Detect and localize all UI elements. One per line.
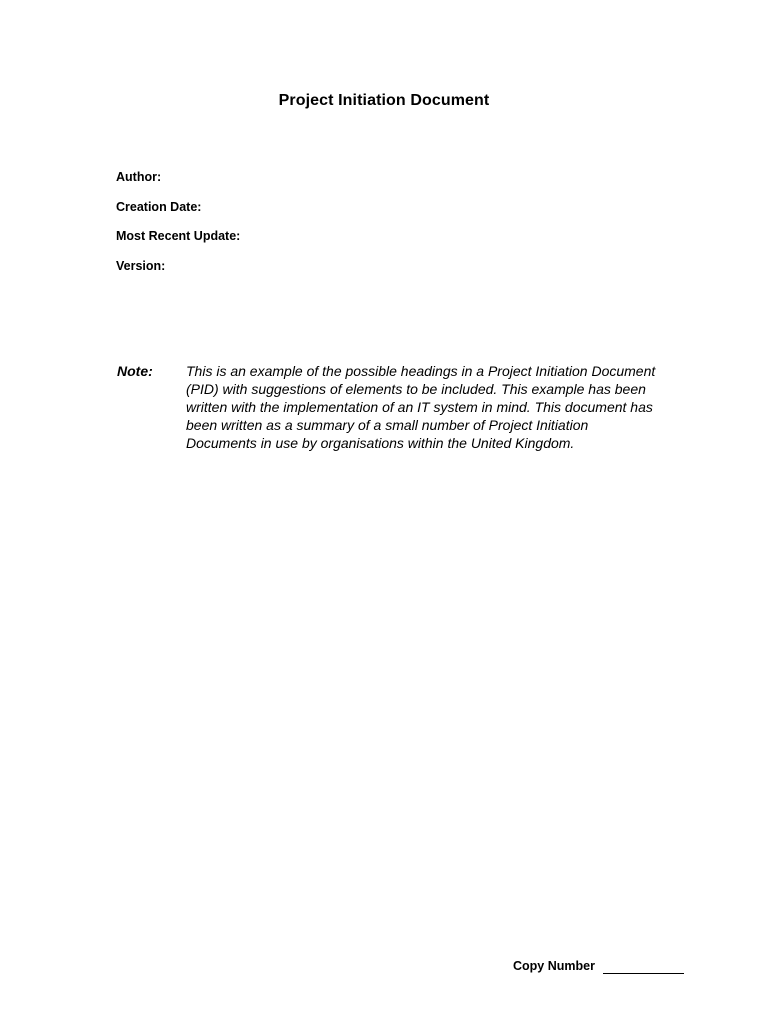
metadata-list <box>116 168 240 286</box>
note-label: Note: <box>117 363 153 379</box>
copy-number-label: Copy Number <box>513 959 595 973</box>
meta-creation-date-label: Creation Date: <box>116 199 202 214</box>
meta-version-label: Version: <box>116 258 166 273</box>
copy-number-blank-line <box>603 959 684 974</box>
meta-most-recent-update-label: Most Recent Update: <box>116 229 241 243</box>
note-text: This is an example of the possible headings in a Project Initiation Document (PID) with suggestions of elements to be included. This example has been written with the implementation of an IT system in mind. This document has been written as a summary of a small number of Project Initiation Documents in use by organisations within the United Kingdom. <box>186 363 656 451</box>
copy-number-field <box>513 958 684 974</box>
meta-author-label: Author: <box>116 170 162 184</box>
document-title: Project Initiation Document <box>278 92 490 109</box>
